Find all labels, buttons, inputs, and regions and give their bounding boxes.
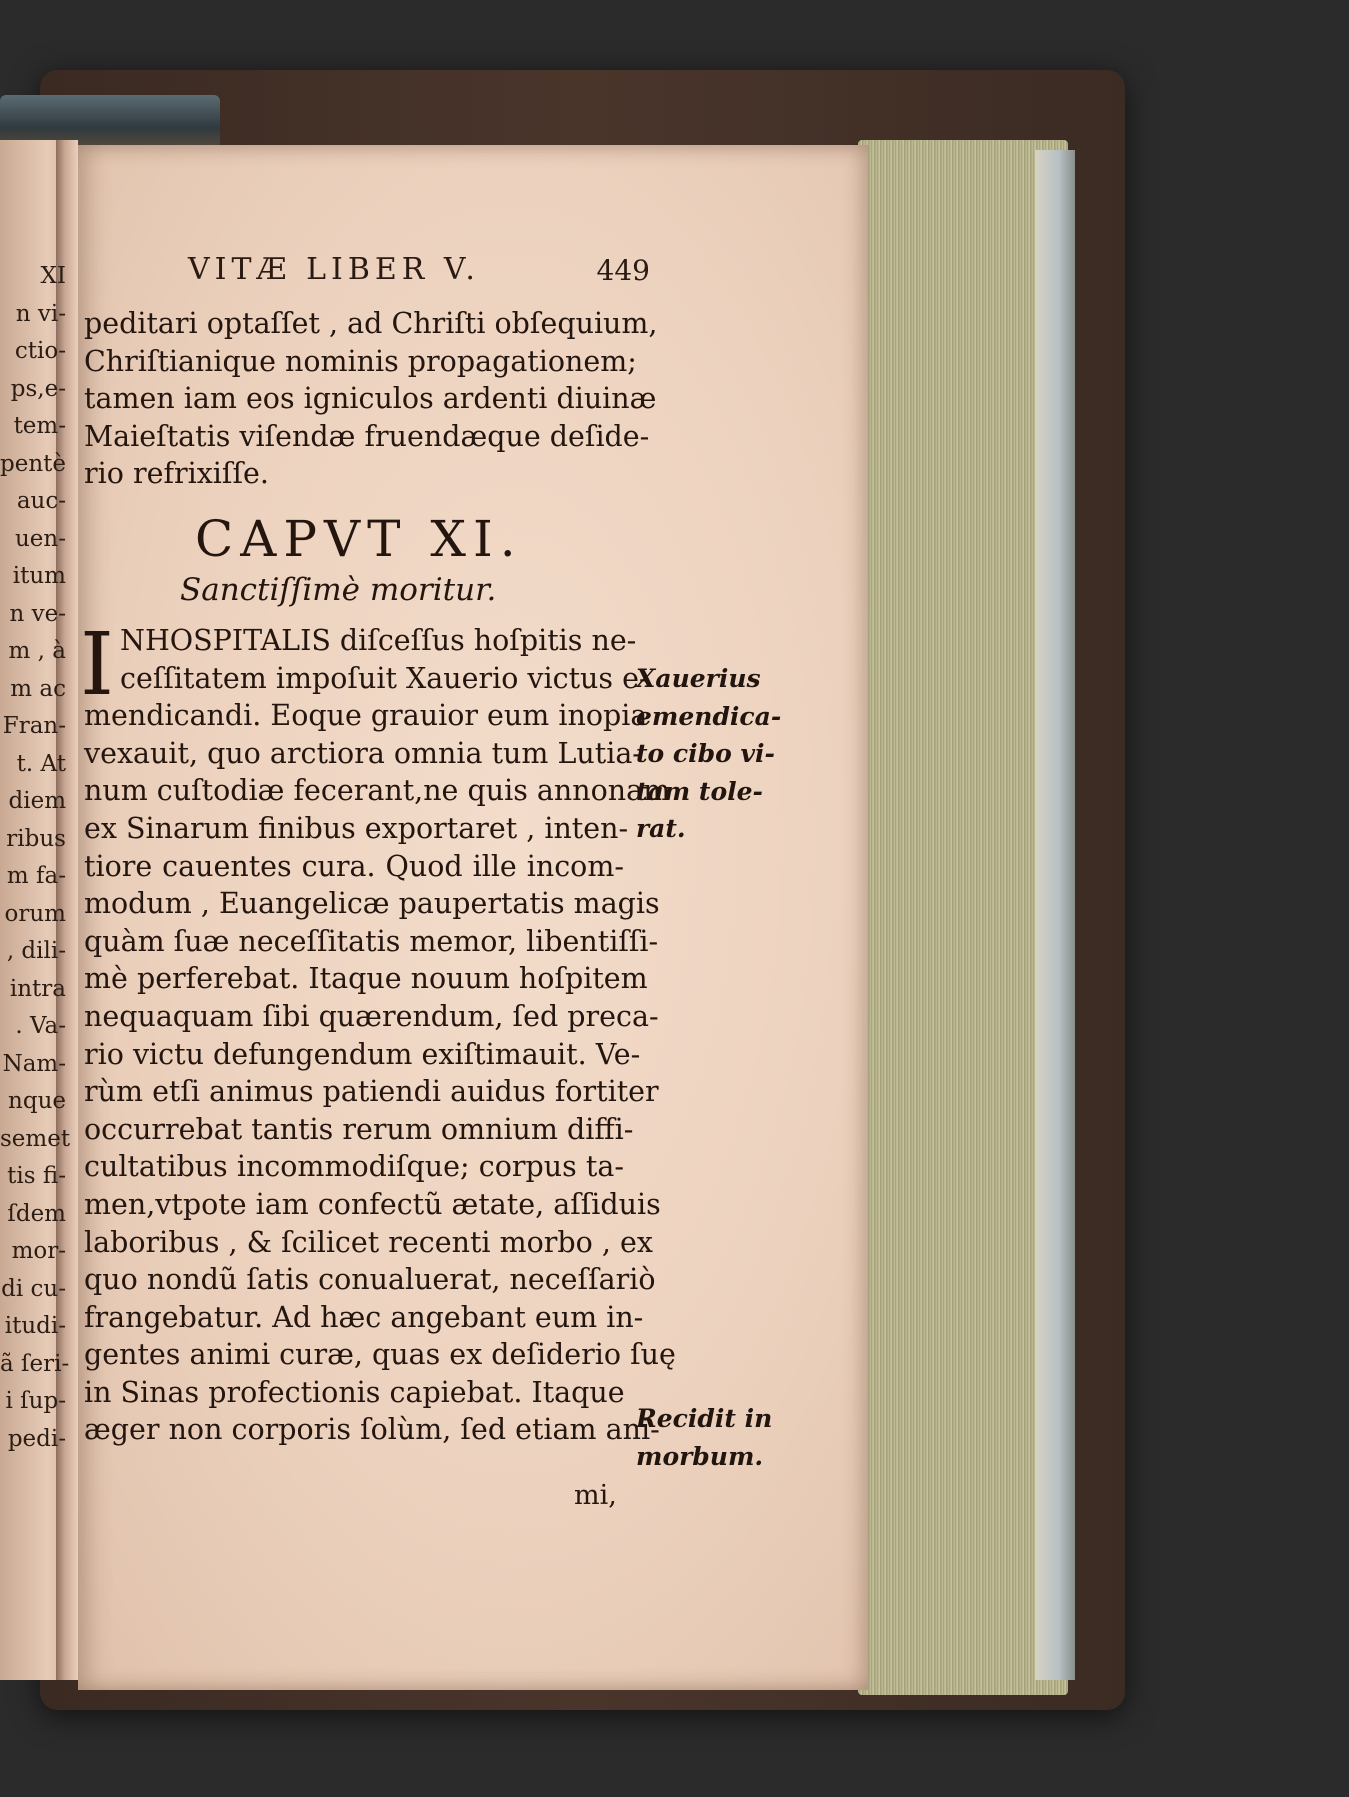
main-lines-line: quàm ſuæ neceſſitatis memor, libentiſſi-	[84, 924, 659, 958]
left-page-line: m fa-	[6, 863, 66, 889]
main-lines-line: NHOSPITALIS diſceſſus hoſpitis ne-	[120, 624, 637, 657]
margin-note-1-line: emendica-	[636, 701, 782, 731]
intro-lines-line: Chriſtianique nominis propagationem;	[84, 344, 637, 378]
left-page-line: di cu-	[1, 1275, 66, 1302]
margin-note-2-line: Recidit in	[636, 1404, 773, 1433]
left-page-line: auc-	[16, 488, 66, 514]
main-paragraph	[84, 622, 676, 1449]
margin-note-recidit	[636, 1400, 796, 1475]
left-page-line: n ve-	[9, 600, 66, 627]
left-page-line: ribus	[6, 825, 66, 852]
main-lines-line: laboribus , & ſcilicet recenti morbo , ex	[84, 1225, 653, 1259]
main-lines-line: gentes animi curæ, quas ex deſiderio ſuę	[84, 1338, 676, 1372]
margin-note-2-line: morbum.	[636, 1441, 764, 1471]
left-page-line: tis fi-	[7, 1163, 66, 1189]
left-page-line: m ac	[10, 675, 66, 702]
left-page-line: tem-	[13, 413, 66, 439]
left-page-line: diem	[8, 788, 66, 814]
left-page-line: n vi-	[15, 300, 66, 327]
intro-paragraph	[84, 305, 658, 493]
main-lines-line: rùm etſi animus patiendi auidus fortiter	[84, 1075, 659, 1109]
intro-lines-line: Maieſtatis viſendæ fruendæque deſide-	[84, 419, 650, 453]
main-lines-line: quo nondũ ſatis conualuerat, neceſſariò	[84, 1263, 656, 1297]
dropcap: I	[80, 615, 114, 715]
chapter-subtitle: Sanctiſſimè moritur.	[180, 572, 497, 608]
catchword: mi,	[574, 1480, 617, 1511]
main-lines-line: cultatibus incommodiſque; corpus ta-	[84, 1150, 624, 1184]
left-page-line: uen-	[14, 525, 66, 552]
main-lines-line: æger non corporis ſolùm, ſed etiam ani-	[84, 1413, 660, 1447]
left-page-line: mor-	[11, 1238, 66, 1264]
fore-edge-shade	[1035, 150, 1075, 1680]
left-page-line: ã ſeri-	[0, 1350, 70, 1377]
left-page-line: pentè	[0, 450, 67, 477]
intro-lines-line: rio refrixiſſe.	[84, 457, 269, 491]
main-lines-line: vexauit, quo arctiora omnia tum Lutia-	[84, 736, 642, 770]
left-page-line: i ſup-	[5, 1388, 66, 1414]
left-page-header: XI	[40, 263, 66, 289]
left-page-line: , dili-	[6, 938, 66, 964]
page-number: 449	[596, 254, 650, 287]
main-lines-line: mendicandi. Eoque grauior eum inopia	[84, 699, 648, 733]
left-page-line: ſdem	[7, 1200, 66, 1227]
main-lines-line: men,vtpote iam confectũ ætate, aſſiduis	[84, 1187, 661, 1221]
left-page-line: Fran-	[2, 713, 66, 739]
left-page-line: intra	[9, 975, 66, 1002]
margin-note-xauerius	[636, 660, 796, 848]
main-lines-line: rio victu defungendum exiſtimauit. Ve-	[84, 1037, 641, 1071]
left-page-line: orum	[4, 900, 66, 927]
running-head: VITÆ LIBER V.	[188, 252, 480, 287]
main-lines-line: ex Sinarum finibus exportaret , inten-	[84, 811, 629, 845]
intro-lines-line: peditari optaſſet , ad Chriſti obſequium,	[84, 307, 658, 340]
left-page-line: t. At	[16, 750, 66, 777]
left-page-line: itum	[12, 563, 66, 589]
left-page-line: itudi-	[4, 1313, 66, 1339]
main-lines-line: frangebatur. Ad hæc angebant eum in-	[84, 1300, 644, 1334]
intro-lines-line: tamen iam eos igniculos ardenti diuinæ	[84, 382, 657, 416]
page-header	[180, 252, 650, 292]
main-lines-line: in Sinas profectionis capiebat. Itaque	[84, 1375, 625, 1409]
margin-note-1-line: tam tole-	[636, 776, 763, 806]
main-lines-line: occurrebat tantis rerum omnium diffi-	[84, 1112, 634, 1146]
margin-note-1-line: rat.	[636, 814, 686, 844]
left-page-line: pedi-	[7, 1425, 66, 1452]
left-page-line: . Va-	[15, 1013, 66, 1039]
chapter-title: CAPVT XI.	[195, 510, 523, 568]
left-page-line: ps,e-	[10, 375, 66, 402]
main-lines-line: tiore cauentes cura. Quod ille incom-	[84, 849, 624, 883]
main-lines-line: nequaquam ſibi quærendum, ſed preca-	[84, 999, 659, 1033]
left-page-line: ctio-	[14, 338, 66, 364]
left-page-line: semet	[0, 1125, 70, 1152]
main-lines-line: modum , Euangelicæ paupertatis magis	[84, 887, 660, 921]
left-page-line: Nam-	[2, 1050, 66, 1077]
left-page-line: nque	[8, 1088, 66, 1114]
margin-note-1-line: Xauerius	[636, 664, 761, 693]
main-lines-line: num cuſtodiæ fecerant,ne quis annonam	[84, 774, 671, 808]
main-lines-line: ceſſitatem impoſuit Xauerio victus e-	[120, 661, 649, 695]
left-page-line: m , à	[8, 638, 66, 664]
main-lines-line: mè perferebat. Itaque nouum hoſpitem	[84, 962, 648, 996]
left-page-text	[0, 258, 70, 1458]
margin-note-1-line: to cibo vi-	[636, 739, 775, 769]
